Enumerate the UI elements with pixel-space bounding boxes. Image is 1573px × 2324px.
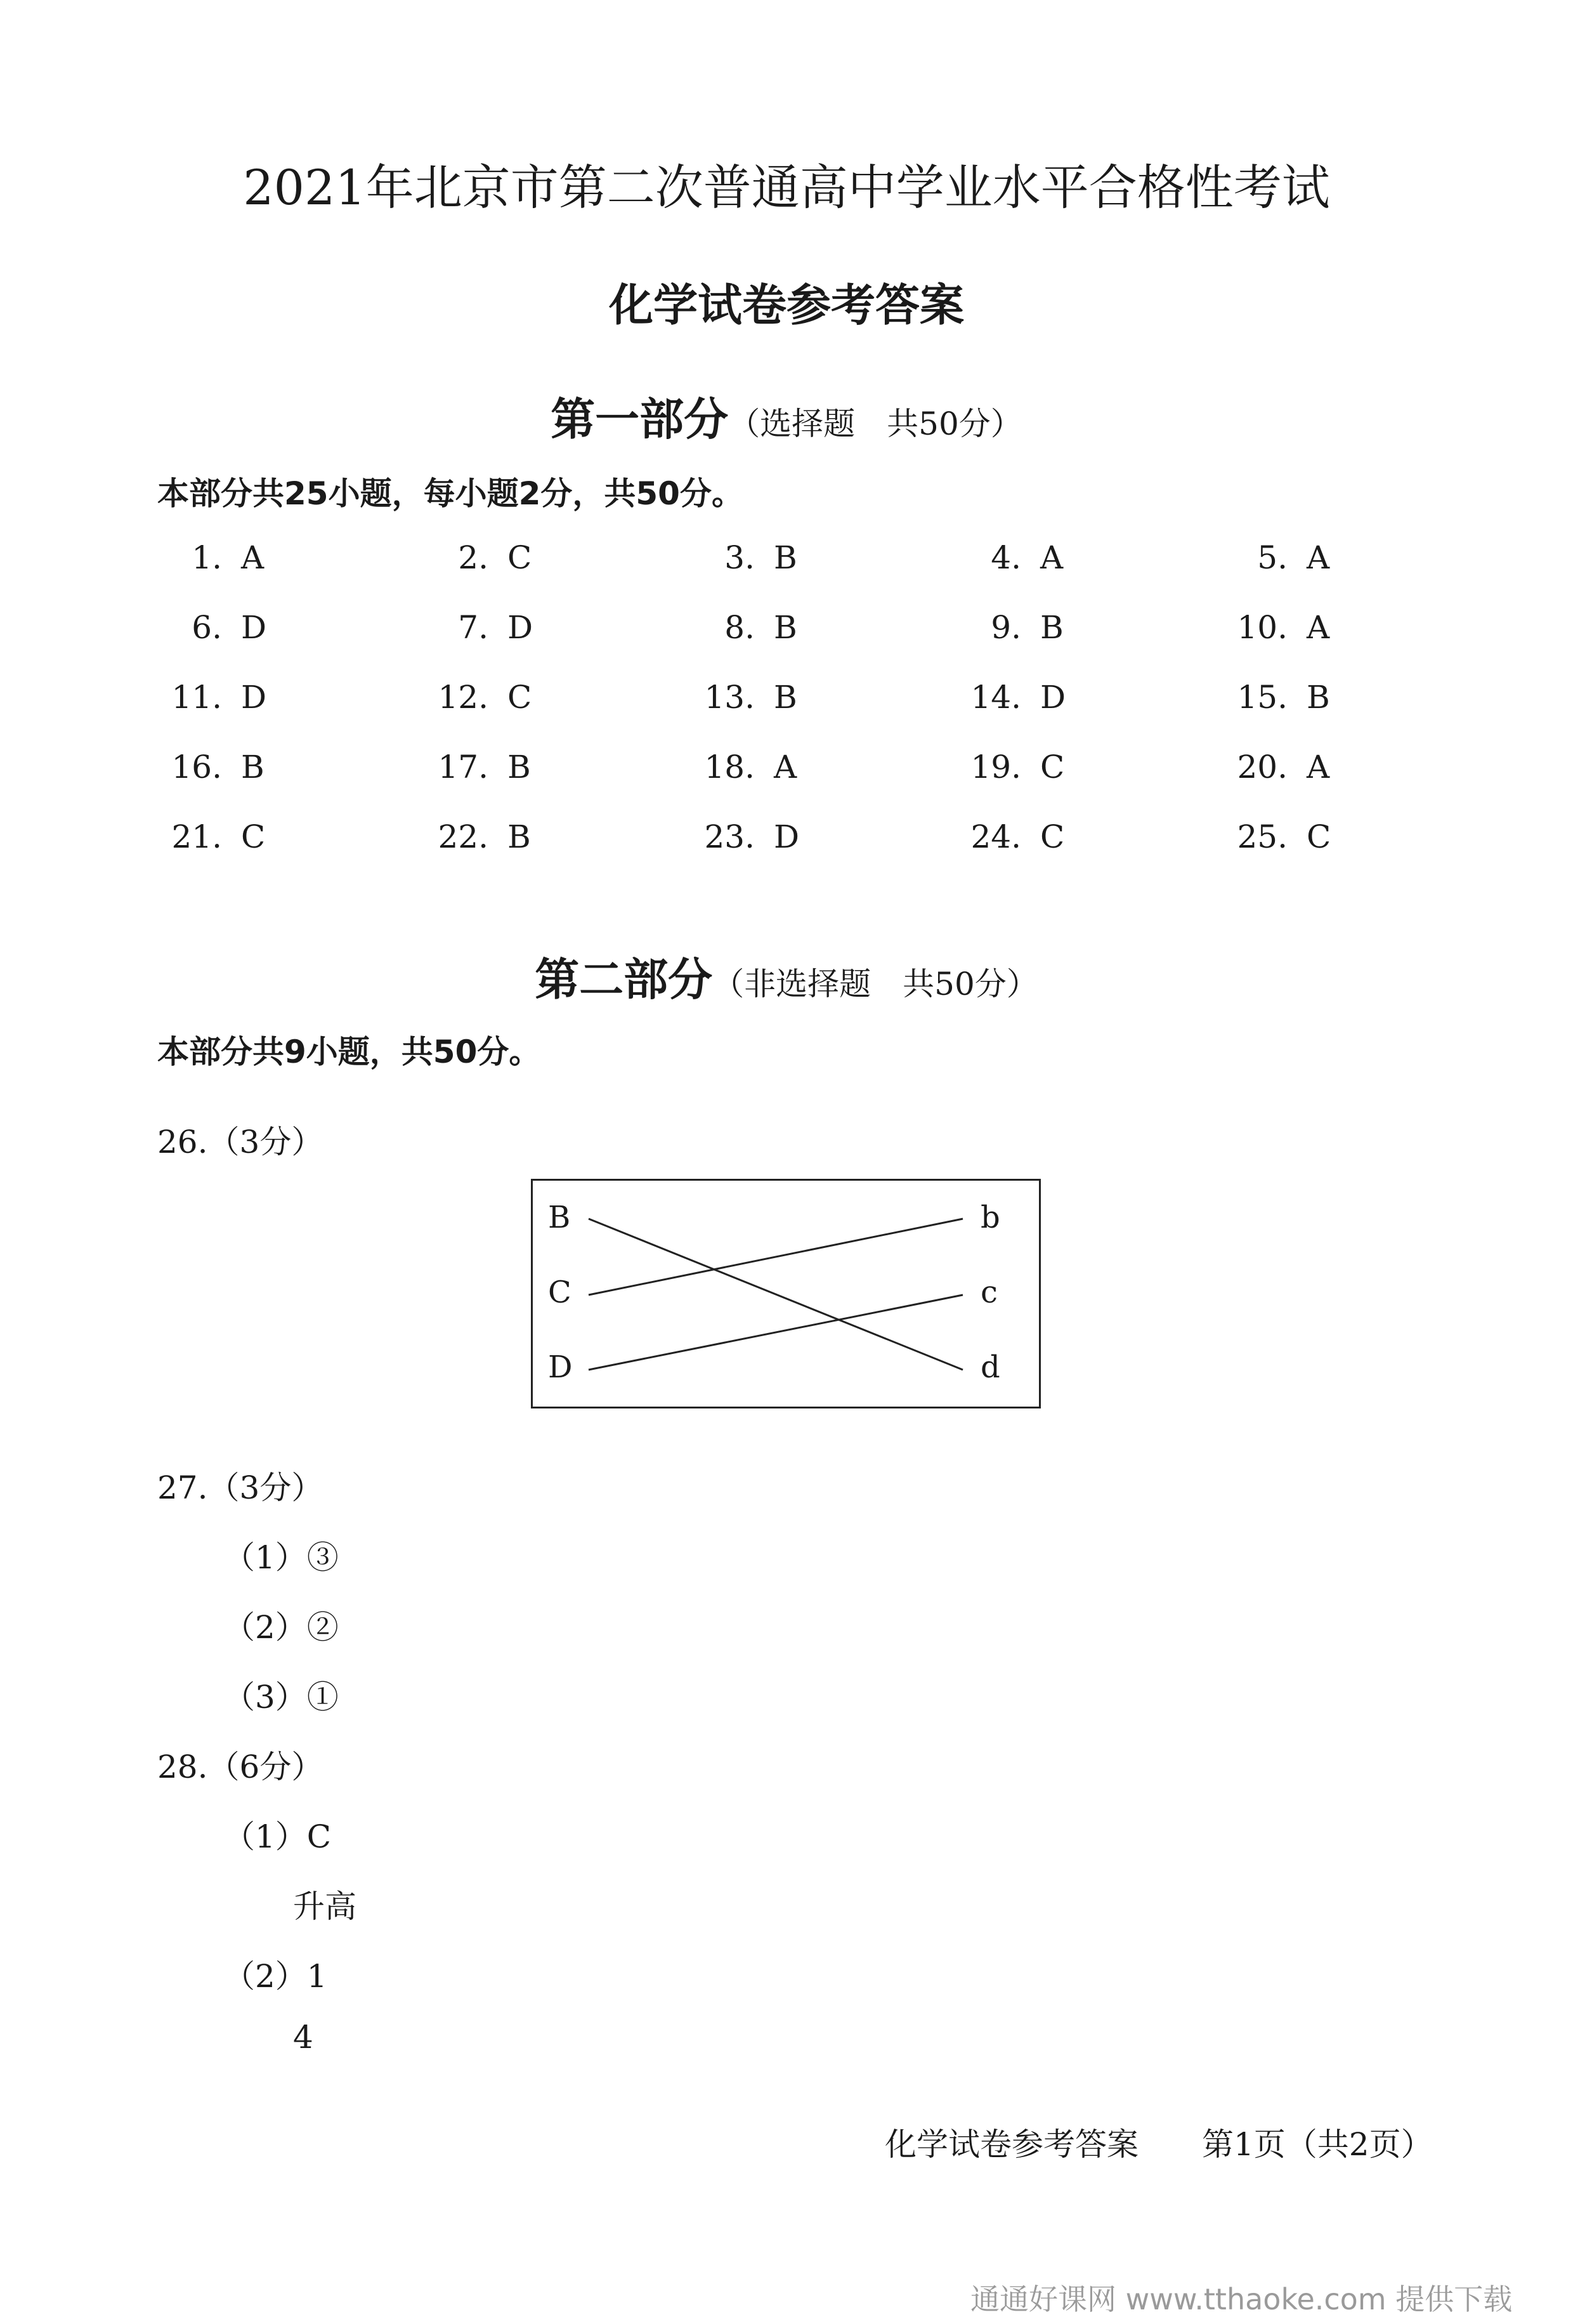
answer-letter: C bbox=[1307, 818, 1331, 855]
question-number: 24. bbox=[970, 818, 1021, 855]
mc-answer-cell bbox=[685, 749, 850, 785]
q28-answer-1: （1）C bbox=[223, 1818, 332, 1855]
answer-letter: D bbox=[507, 609, 533, 646]
question-number: 12. bbox=[438, 679, 488, 716]
answer-letter: B bbox=[507, 818, 531, 855]
part2-heading bbox=[0, 944, 1573, 1008]
answer-letter: D bbox=[241, 609, 267, 646]
mc-answer-cell bbox=[685, 609, 850, 646]
match-left-1: B bbox=[548, 1200, 571, 1235]
question-number: 16. bbox=[171, 749, 222, 785]
mc-answer-cell bbox=[152, 679, 317, 716]
answer-letter: B bbox=[241, 749, 264, 785]
match-right-2: c bbox=[981, 1275, 998, 1310]
answer-letter: C bbox=[507, 679, 532, 716]
mc-answer-cell bbox=[1218, 539, 1383, 576]
mc-row bbox=[152, 818, 1357, 888]
q27-answer-3: （3）① bbox=[223, 1679, 339, 1716]
question-number: 10. bbox=[1237, 609, 1288, 646]
mc-answer-cell bbox=[419, 818, 584, 855]
match-lines bbox=[533, 1181, 1039, 1407]
question-number: 17. bbox=[438, 749, 488, 785]
answer-letter: D bbox=[774, 818, 800, 855]
answer-letter: A bbox=[1307, 609, 1330, 646]
mc-row bbox=[152, 679, 1357, 749]
exam-title: 2021年北京市第二次普通高中学业水平合格性考试 bbox=[243, 159, 1330, 216]
question-number: 15. bbox=[1237, 679, 1288, 716]
mc-answer-cell bbox=[419, 539, 584, 576]
mc-answer-cell bbox=[1218, 818, 1383, 855]
match-left-3: D bbox=[548, 1349, 573, 1385]
part1-heading-note: （选择题 共50分） bbox=[728, 405, 1022, 442]
match-right-3: d bbox=[981, 1349, 1000, 1385]
answer-letter: A bbox=[1040, 539, 1064, 576]
answer-letter: B bbox=[774, 609, 797, 646]
answer-letter: B bbox=[507, 749, 531, 785]
answer-letter: D bbox=[1040, 679, 1066, 716]
question-number: 1. bbox=[192, 539, 222, 576]
mc-answer-cell bbox=[419, 609, 584, 646]
answer-key-title: 化学试卷参考答案 bbox=[609, 279, 964, 331]
mc-answer-cell bbox=[951, 749, 1116, 785]
question-number: 22. bbox=[438, 818, 488, 855]
mc-answer-grid bbox=[152, 539, 1357, 888]
question-number: 14. bbox=[970, 679, 1021, 716]
part2-heading-main: 第二部分 bbox=[535, 954, 713, 1006]
mc-answer-cell bbox=[152, 609, 317, 646]
part1-heading-main: 第一部分 bbox=[551, 393, 729, 445]
answer-letter: A bbox=[241, 539, 264, 576]
mc-answer-cell bbox=[1218, 679, 1383, 716]
mc-answer-cell bbox=[152, 539, 317, 576]
answer-letter: D bbox=[241, 679, 267, 716]
mc-answer-cell bbox=[1218, 609, 1383, 646]
q27-answer-2: （2）② bbox=[223, 1609, 339, 1646]
mc-answer-cell bbox=[951, 609, 1116, 646]
mc-answer-cell bbox=[685, 818, 850, 855]
q28-answer-2-extra: 4 bbox=[293, 2019, 313, 2056]
part2-instruction: 本部分共9小题，共50分。 bbox=[157, 1034, 541, 1070]
answer-letter: C bbox=[507, 539, 532, 576]
question-number: 11. bbox=[171, 679, 222, 716]
question-number: 20. bbox=[1237, 749, 1288, 785]
mc-row bbox=[152, 749, 1357, 818]
mc-answer-cell bbox=[951, 539, 1116, 576]
answer-letter: C bbox=[1040, 749, 1065, 785]
question-number: 23. bbox=[704, 818, 755, 855]
question-number: 2. bbox=[458, 539, 488, 576]
question-number: 21. bbox=[171, 818, 222, 855]
watermark-text: 通通好课网 www.tthaoke.com 提供下载 bbox=[970, 2282, 1513, 2316]
q28-answer-2: （2）1 bbox=[223, 1958, 327, 1995]
answer-letter: B bbox=[1040, 609, 1064, 646]
mc-answer-cell bbox=[419, 679, 584, 716]
answer-letter: C bbox=[1040, 818, 1065, 855]
mc-answer-cell bbox=[1218, 749, 1383, 785]
mc-row bbox=[152, 539, 1357, 609]
question-number: 9. bbox=[991, 609, 1021, 646]
question-number: 18. bbox=[704, 749, 755, 785]
question-number: 25. bbox=[1237, 818, 1288, 855]
matching-diagram bbox=[531, 1179, 1041, 1408]
question-number: 4. bbox=[991, 539, 1021, 576]
answer-letter: B bbox=[774, 679, 797, 716]
question-number: 8. bbox=[724, 609, 755, 646]
line-B-d bbox=[589, 1219, 963, 1370]
match-right-1: b bbox=[981, 1200, 1000, 1235]
mc-row bbox=[152, 609, 1357, 679]
question-number: 5. bbox=[1257, 539, 1288, 576]
mc-answer-cell bbox=[152, 818, 317, 855]
question-number: 19. bbox=[970, 749, 1021, 785]
mc-answer-cell bbox=[685, 679, 850, 716]
answer-letter: A bbox=[1307, 749, 1330, 785]
q28-label: 28.（6分） bbox=[157, 1749, 323, 1785]
question-number: 3. bbox=[724, 539, 755, 576]
q27-label: 27.（3分） bbox=[157, 1469, 323, 1506]
answer-letter: A bbox=[774, 749, 797, 785]
line-C-b bbox=[589, 1219, 963, 1295]
question-number: 7. bbox=[458, 609, 488, 646]
mc-answer-cell bbox=[951, 679, 1116, 716]
mc-answer-cell bbox=[419, 749, 584, 785]
q26-label: 26.（3分） bbox=[157, 1124, 323, 1160]
question-number: 6. bbox=[192, 609, 222, 646]
line-D-c bbox=[589, 1295, 963, 1370]
q27-answer-1: （1）③ bbox=[223, 1539, 339, 1576]
part1-instruction: 本部分共25小题，每小题2分，共50分。 bbox=[157, 475, 743, 512]
question-number: 13. bbox=[704, 679, 755, 716]
part1-heading bbox=[0, 384, 1573, 448]
answer-letter: A bbox=[1307, 539, 1330, 576]
part2-heading-note: （非选择题 共50分） bbox=[712, 966, 1038, 1002]
answer-letter: C bbox=[241, 818, 266, 855]
match-left-2: C bbox=[548, 1275, 571, 1310]
mc-answer-cell bbox=[951, 818, 1116, 855]
q28-answer-1-extra: 升高 bbox=[293, 1888, 356, 1925]
page-footer: 化学试卷参考答案 第1页（共2页） bbox=[885, 2126, 1433, 2163]
answer-letter: B bbox=[774, 539, 797, 576]
answer-letter: B bbox=[1307, 679, 1330, 716]
mc-answer-cell bbox=[152, 749, 317, 785]
mc-answer-cell bbox=[685, 539, 850, 576]
